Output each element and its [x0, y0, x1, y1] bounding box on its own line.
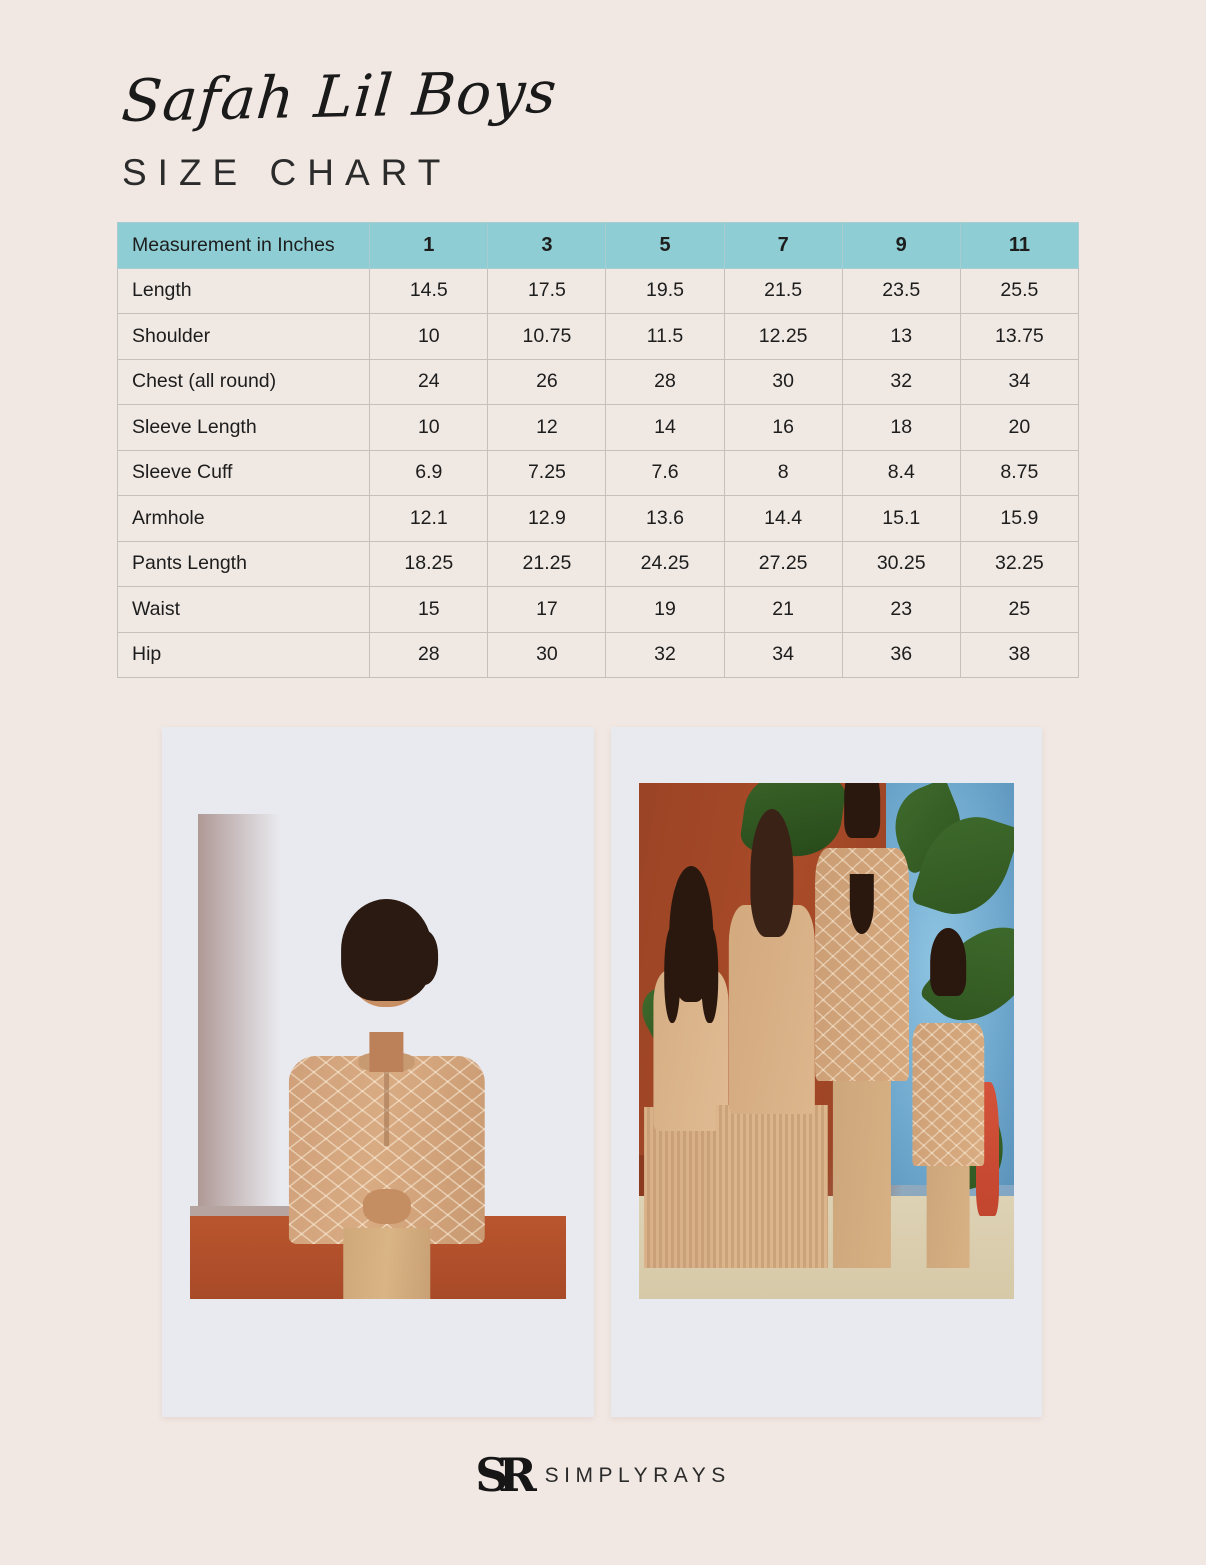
cell-value: 21: [724, 587, 842, 633]
table-row: [118, 541, 1079, 587]
cell-value: 7.25: [488, 450, 606, 496]
row-label: Waist: [118, 587, 370, 633]
cell-value: 18.25: [370, 541, 488, 587]
size-header-7: 7: [724, 223, 842, 269]
cell-value: 21.5: [724, 268, 842, 314]
cell-value: 10: [370, 405, 488, 451]
cell-value: 13: [842, 314, 960, 360]
cell-value: 14.5: [370, 268, 488, 314]
cell-value: 11.5: [606, 314, 724, 360]
father-hair: [844, 783, 880, 838]
cell-value: 20: [960, 405, 1078, 451]
row-label: Hip: [118, 632, 370, 678]
cell-value: 38: [960, 632, 1078, 678]
size-header-11: 11: [960, 223, 1078, 269]
cell-value: 13.6: [606, 496, 724, 542]
father-beard: [850, 874, 874, 935]
cell-value: 8.75: [960, 450, 1078, 496]
table-header: [118, 223, 1079, 269]
cell-value: 32: [842, 359, 960, 405]
cell-value: 32.25: [960, 541, 1078, 587]
mother-hair: [750, 809, 793, 936]
cell-value: 24.25: [606, 541, 724, 587]
cell-value: 12.25: [724, 314, 842, 360]
cell-value: 21.25: [488, 541, 606, 587]
cell-value: 17.5: [488, 268, 606, 314]
boy-pants: [343, 1228, 430, 1299]
girl-hair: [669, 866, 713, 1003]
row-label: Sleeve Cuff: [118, 450, 370, 496]
cell-value: 7.6: [606, 450, 724, 496]
cell-value: 30.25: [842, 541, 960, 587]
cell-value: 12.1: [370, 496, 488, 542]
cell-value: 14.4: [724, 496, 842, 542]
photo-gallery: [162, 727, 1042, 1417]
boy-portrait-polaroid: [162, 727, 594, 1417]
cell-value: 24: [370, 359, 488, 405]
cell-value: 36: [842, 632, 960, 678]
family-group-photo: [639, 783, 1015, 1299]
cell-value: 32: [606, 632, 724, 678]
row-label: Armhole: [118, 496, 370, 542]
boy-portrait-photo: [190, 783, 566, 1299]
table-row: [118, 359, 1079, 405]
cell-value: 25: [960, 587, 1078, 633]
page-title-subtitle: SIZE CHART: [122, 152, 452, 193]
cell-value: 8: [724, 450, 842, 496]
brand-logo: [0, 1448, 1206, 1502]
table-row: [118, 405, 1079, 451]
cell-value: 19.5: [606, 268, 724, 314]
cell-value: 10: [370, 314, 488, 360]
cell-value: 13.75: [960, 314, 1078, 360]
young-boy-pants: [927, 1152, 970, 1268]
size-chart-table: [117, 222, 1079, 678]
size-header-5: 5: [606, 223, 724, 269]
cell-value: 28: [370, 632, 488, 678]
cell-value: 6.9: [370, 450, 488, 496]
father-figure: [815, 783, 909, 1268]
boy-neck: [369, 1032, 404, 1071]
table-row: [118, 496, 1079, 542]
father-pants: [833, 1076, 891, 1268]
brand-wordmark: SIMPLYRAYS: [544, 1463, 731, 1487]
row-label: Chest (all round): [118, 359, 370, 405]
size-header-1: 1: [370, 223, 488, 269]
boy-figure: [278, 907, 496, 1299]
table-body: [118, 268, 1079, 678]
boy-placket: [384, 1068, 389, 1146]
backdrop-shadow: [198, 814, 281, 1206]
page-header: [119, 57, 561, 193]
cell-value: 10.75: [488, 314, 606, 360]
cell-value: 34: [960, 359, 1078, 405]
cell-value: 12: [488, 405, 606, 451]
table-header-row: [118, 223, 1079, 269]
boy-hands: [363, 1189, 411, 1224]
sr-monogram-icon: SR: [475, 1448, 527, 1502]
cell-value: 30: [724, 359, 842, 405]
row-label: Length: [118, 268, 370, 314]
mother-skirt: [716, 1105, 828, 1268]
table-row: [118, 587, 1079, 633]
young-boy-figure: [913, 928, 984, 1269]
cell-value: 23.5: [842, 268, 960, 314]
row-label: Sleeve Length: [118, 405, 370, 451]
cell-value: 34: [724, 632, 842, 678]
table-row: [118, 632, 1079, 678]
mother-figure: [729, 814, 815, 1268]
row-label: Pants Length: [118, 541, 370, 587]
size-header-9: 9: [842, 223, 960, 269]
table-row: [118, 268, 1079, 314]
family-group-polaroid: [611, 727, 1043, 1417]
young-boy-hair: [930, 928, 966, 996]
cell-value: 8.4: [842, 450, 960, 496]
young-boy-kurta: [913, 1023, 984, 1166]
cell-value: 17: [488, 587, 606, 633]
page-title-script: Safah Lil Boys: [119, 57, 561, 135]
cell-value: 27.25: [724, 541, 842, 587]
cell-value: 18: [842, 405, 960, 451]
boy-hair: [341, 899, 432, 1001]
row-label: Shoulder: [118, 314, 370, 360]
cell-value: 15.9: [960, 496, 1078, 542]
cell-value: 23: [842, 587, 960, 633]
cell-value: 28: [606, 359, 724, 405]
cell-value: 12.9: [488, 496, 606, 542]
cell-value: 30: [488, 632, 606, 678]
measurement-label-header: Measurement in Inches: [118, 223, 370, 269]
cell-value: 14: [606, 405, 724, 451]
cell-value: 26: [488, 359, 606, 405]
cell-value: 25.5: [960, 268, 1078, 314]
table-row: [118, 314, 1079, 360]
cell-value: 15: [370, 587, 488, 633]
cell-value: 19: [606, 587, 724, 633]
cell-value: 15.1: [842, 496, 960, 542]
table-row: [118, 450, 1079, 496]
size-header-3: 3: [488, 223, 606, 269]
cell-value: 16: [724, 405, 842, 451]
